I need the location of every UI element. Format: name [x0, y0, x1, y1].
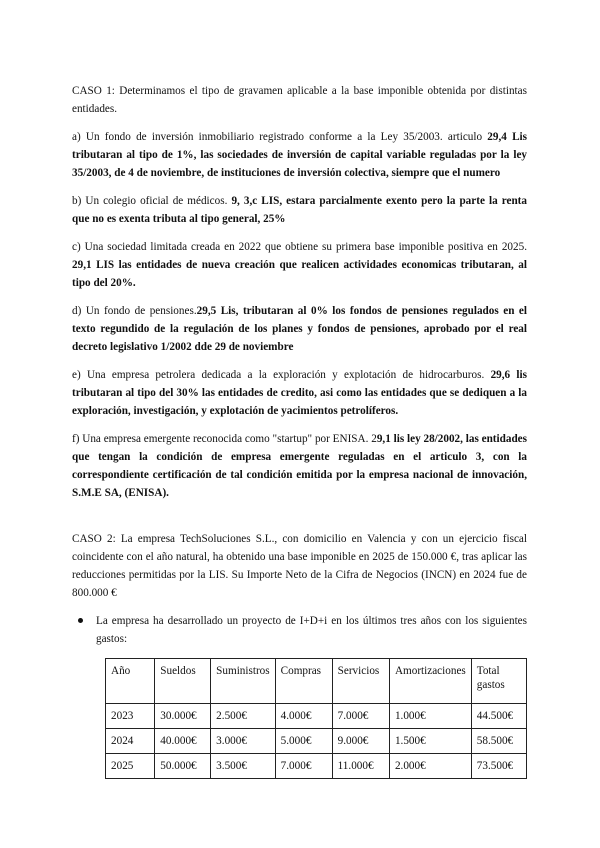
caso1-item-a — [72, 128, 527, 182]
caso1-item-b — [72, 192, 527, 228]
caso1-item-d — [72, 302, 527, 356]
table-cell: 50.000€ — [155, 754, 211, 779]
table-cell: 40.000€ — [155, 729, 211, 754]
header-purchases: Compras — [275, 659, 332, 704]
table-cell: 11.000€ — [332, 754, 389, 779]
item-b-text: b) Un colegio oficial de médicos. — [72, 195, 232, 207]
table-cell: 2023 — [106, 704, 155, 729]
table-cell: 30.000€ — [155, 704, 211, 729]
header-amortization: Amortizaciones — [389, 659, 471, 704]
header-total: Total gastos — [471, 659, 526, 704]
table-cell: 7.000€ — [275, 754, 332, 779]
item-e-answer: 29,6 lis tributaran al tipo del 30% las entidades de credito, asi como las entidades que se dediquen a la exploración, investigación, y explotación de yacimientos petrolíferos. — [72, 369, 527, 417]
table-cell: 7.000€ — [332, 704, 389, 729]
table-cell: 1.000€ — [389, 704, 471, 729]
table-cell: 5.000€ — [275, 729, 332, 754]
table-header-row — [106, 659, 527, 704]
header-year: Año — [106, 659, 155, 704]
table-row — [106, 754, 527, 779]
table-cell: 2025 — [106, 754, 155, 779]
item-a-text: a) Un fondo de inversión inmobiliario registrado conforme a la Ley 35/2003. articulo — [72, 131, 488, 143]
item-f-answer: 9,1 lis ley 28/2002, las entidades que tengan la condición de empresa emergente reguladas en el articulo 3, con la correspondiente certificación de tal condición emitida por la empresa nacional de innovación, S.M.E SA, (ENISA). — [72, 433, 527, 499]
section-gap — [72, 512, 527, 530]
item-d-answer: 29,5 Lis, tributaran al 0% los fondos de pensiones regulados en el texto regundido de la regulación de los planes y fondos de pensiones, aprobado por el real decreto legislativo 1/2002 dde 29 de noviembre — [72, 305, 528, 353]
table-row — [106, 729, 527, 754]
table-cell: 1.500€ — [389, 729, 471, 754]
item-c-answer: 29,1 LIS las entidades de nueva creación que realicen actividades economicas tributaran, al tipo del 20%. — [72, 259, 527, 289]
table-cell: 9.000€ — [332, 729, 389, 754]
caso2-bullet-item: La empresa ha desarrollado un proyecto de I+D+i en los últimos tres años con los siguientes gastos: — [92, 612, 527, 648]
caso2-bullet-list — [72, 612, 527, 648]
table-cell: 2.500€ — [211, 704, 275, 729]
header-services: Servicios — [332, 659, 389, 704]
header-salaries: Sueldos — [155, 659, 211, 704]
table-cell: 2024 — [106, 729, 155, 754]
table-cell: 2.000€ — [389, 754, 471, 779]
caso1-intro: CASO 1: Determinamos el tipo de gravamen aplicable a la base imponible obtenida por distintas entidades. — [72, 85, 527, 115]
item-b-answer: 9, 3,c LIS, estara parcialmente exento pero la parte la renta que no es exenta tributa al tipo general, 25% — [72, 195, 528, 225]
header-supplies: Suministros — [211, 659, 275, 704]
expenses-table — [105, 658, 527, 779]
caso1-item-c — [72, 238, 527, 292]
item-e-text: e) Una empresa petrolera dedicada a la exploración y explotación de hidrocarburos. — [72, 369, 491, 381]
item-c-text: c) Una sociedad limitada creada en 2022 que obtiene su primera base imponible positiva en 2025. — [72, 241, 527, 253]
document-body — [72, 82, 527, 779]
table-cell: 44.500€ — [471, 704, 526, 729]
caso1-item-e — [72, 366, 527, 420]
table-cell: 3.500€ — [211, 754, 275, 779]
table-cell: 3.000€ — [211, 729, 275, 754]
table-cell: 4.000€ — [275, 704, 332, 729]
table-cell: 58.500€ — [471, 729, 526, 754]
caso2-intro: CASO 2: La empresa TechSoluciones S.L., con domicilio en Valencia y con un ejercicio fiscal coincidente con el año natural, ha obtenido una base imponible en 2025 de 150.000 €, tras aplicar las reducciones permitidas por la LIS. Su Importe Neto de la Cifra de Negocios (INCN) en 2024 fue de 800.000 € — [72, 533, 527, 599]
table-row — [106, 704, 527, 729]
item-d-text: d) Un fondo de pensiones. — [72, 305, 197, 317]
item-f-text: f) Una empresa emergente reconocida como "startup" por ENISA. 2 — [72, 433, 377, 445]
table-cell: 73.500€ — [471, 754, 526, 779]
item-a-answer: 29,4 Lis tributaran al tipo de 1%, las sociedades de inversión de capital variable reguladas por la ley 35/2003, de 4 de noviembre, de instituciones de inversión colectiva, siempre que el numero — [72, 131, 527, 179]
caso1-item-f — [72, 430, 527, 502]
